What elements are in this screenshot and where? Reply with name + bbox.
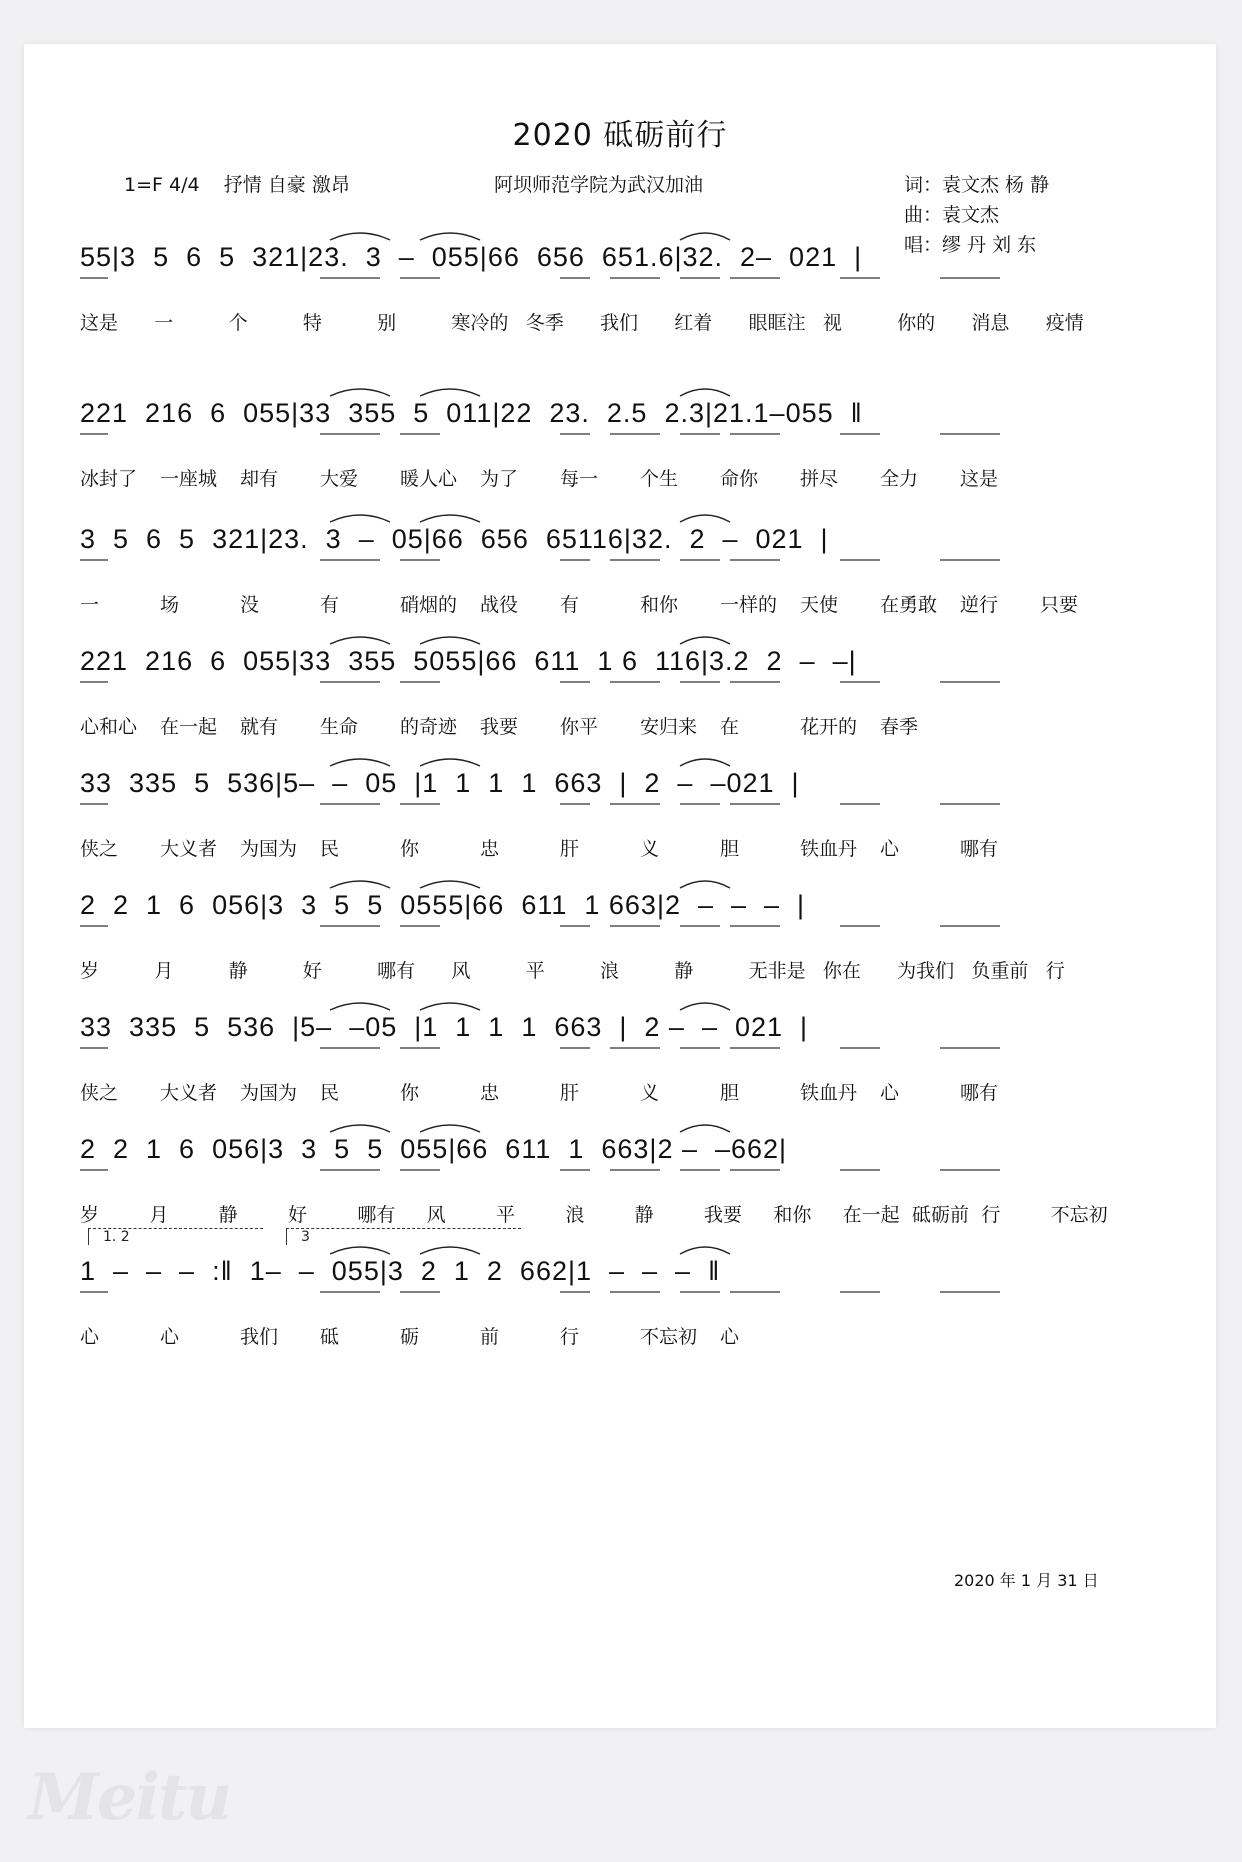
slur-mark <box>330 1125 390 1132</box>
score-system <box>80 768 1160 864</box>
lyric-line <box>80 956 1160 986</box>
lyric-word: 为了 <box>480 468 519 490</box>
lyric-word: 你 <box>400 1082 420 1104</box>
lyric-word: 却有 <box>240 468 279 490</box>
lyric-word: 心 <box>80 1326 100 1348</box>
slur-mark <box>680 1247 730 1254</box>
key-meter: 1=F 4/4 <box>124 174 200 196</box>
lyric-line <box>80 712 1160 742</box>
score-system <box>80 890 1160 986</box>
lyric-word: 每一 <box>560 468 599 490</box>
lyric-word: 行 <box>560 1326 580 1348</box>
lyric-word: 前 <box>480 1326 500 1348</box>
lyric-word: 寒冷的 <box>451 312 509 334</box>
lyric-line <box>80 834 1160 864</box>
lyric-word: 无非是 <box>748 960 806 982</box>
lyric-word: 天使 <box>800 594 839 616</box>
lyric-word: 全力 <box>880 468 919 490</box>
lyric-word: 不忘初 <box>640 1326 698 1348</box>
score-sheet <box>24 44 1216 1728</box>
lyric-word: 平 <box>496 1204 516 1226</box>
lyric-word: 哪有 <box>960 838 999 860</box>
lyric-word: 拼尽 <box>800 468 839 490</box>
lyric-word: 负重前 <box>971 960 1029 982</box>
slur-mark <box>330 881 390 888</box>
lyric-word: 冰封了 <box>80 468 138 490</box>
slur-mark <box>420 1125 480 1132</box>
notation-line: 2 2 1 6 056|3 3 5 5 055|66 611 1 663|2 – –662| <box>80 1134 788 1164</box>
lyric-word: 浪 <box>565 1204 585 1226</box>
lyric-word: 砥 <box>320 1326 340 1348</box>
lyric-word: 你的 <box>897 312 936 334</box>
lyric-word: 铁血丹 <box>800 838 858 860</box>
lyric-word: 你 <box>400 838 420 860</box>
lyric-word: 这是 <box>960 468 999 490</box>
slur-mark <box>330 637 390 644</box>
lyric-word: 你在 <box>822 960 861 982</box>
lyric-word: 哪有 <box>377 960 416 982</box>
lyric-word: 花开的 <box>800 716 858 738</box>
lyric-word: 忠 <box>480 838 500 860</box>
lyric-word: 砺 <box>400 1326 420 1348</box>
lyric-word: 哪有 <box>960 1082 999 1104</box>
lyric-word: 静 <box>674 960 694 982</box>
dedication: 阿坝师范学院为武汉加油 <box>494 174 704 196</box>
mood-marking: 抒情 自豪 激昂 <box>223 174 350 196</box>
lyric-word: 逆行 <box>960 594 999 616</box>
slur-mark <box>420 637 480 644</box>
lyric-word: 心 <box>880 838 900 860</box>
lyric-word: 月 <box>154 960 174 982</box>
lyric-word: 和你 <box>640 594 679 616</box>
notation-line: 2 2 1 6 056|3 3 5 5 0555|66 611 1 663|2 – – – | <box>80 890 806 920</box>
lyric-word: 我们 <box>240 1326 279 1348</box>
lyric-line <box>80 1078 1160 1108</box>
lyric-word: 春季 <box>880 716 919 738</box>
lyric-word: 侠之 <box>80 1082 119 1104</box>
slur-mark <box>330 233 390 240</box>
notation-line: 221 216 6 055|33 355 5055|66 611 1 6 116|3.2 2 – –| <box>80 646 857 676</box>
lyric-word: 眼眶注 <box>748 312 806 334</box>
lyric-word: 义 <box>640 838 660 860</box>
slur-mark <box>680 1125 730 1132</box>
second-ending-label: 3 <box>286 1228 521 1245</box>
slur-mark <box>330 759 390 766</box>
lyric-line <box>80 464 1160 494</box>
lyric-word: 消息 <box>971 312 1010 334</box>
slur-mark <box>420 1247 480 1254</box>
lyric-word: 硝烟的 <box>400 594 458 616</box>
lyric-word: 行 <box>981 1204 1001 1226</box>
slur-mark <box>680 759 730 766</box>
lyric-word: 为我们 <box>897 960 955 982</box>
lyric-word: 在一起 <box>842 1204 900 1226</box>
date-stamp: 2020 年 1 月 31 日 <box>954 1571 1099 1590</box>
lyric-word: 只要 <box>1040 594 1079 616</box>
composer-credit: 曲：袁文杰 <box>904 204 1000 226</box>
slur-mark <box>680 881 730 888</box>
slur-mark <box>680 389 730 396</box>
slur-mark <box>330 1247 390 1254</box>
lyric-word: 铁血丹 <box>800 1082 858 1104</box>
lyric-word: 特 <box>302 312 322 334</box>
lyric-word: 生命 <box>320 716 359 738</box>
lyric-word: 一 <box>154 312 174 334</box>
lyric-word: 我要 <box>480 716 519 738</box>
lyric-line <box>80 1200 1160 1230</box>
score-system <box>80 1134 1160 1230</box>
lyric-word: 没 <box>240 594 260 616</box>
lyric-word: 你平 <box>560 716 599 738</box>
lyric-word: 义 <box>640 1082 660 1104</box>
singer-credit: 唱：缪 丹 刘 东 <box>904 234 1037 256</box>
lyric-word: 心 <box>880 1082 900 1104</box>
lyric-word: 行 <box>1045 960 1065 982</box>
score-system <box>80 1229 1160 1352</box>
lyric-line <box>80 1322 1160 1352</box>
score-system <box>80 524 1160 620</box>
meitu-watermark: Meitu <box>28 1760 230 1835</box>
lyric-word: 忠 <box>480 1082 500 1104</box>
lyric-word: 好 <box>302 960 322 982</box>
lyric-word: 在勇敢 <box>880 594 938 616</box>
lyric-word: 我要 <box>704 1204 743 1226</box>
lyric-line <box>80 308 1160 338</box>
lyric-word: 我们 <box>600 312 639 334</box>
lyric-word: 好 <box>288 1204 308 1226</box>
slur-mark <box>330 1003 390 1010</box>
lyric-word: 在一起 <box>160 716 218 738</box>
lyric-word: 心 <box>720 1326 740 1348</box>
slur-mark <box>420 389 480 396</box>
lyric-word: 哪有 <box>357 1204 396 1226</box>
lyric-word: 月 <box>149 1204 169 1226</box>
lyric-word: 岁 <box>80 960 100 982</box>
lyric-word: 一样的 <box>720 594 778 616</box>
lyric-word: 暖人心 <box>400 468 458 490</box>
lyric-word: 视 <box>822 312 842 334</box>
score-system <box>80 398 1160 494</box>
lyric-line <box>80 590 1160 620</box>
lyric-word: 为国为 <box>240 838 298 860</box>
lyric-word: 肝 <box>560 838 580 860</box>
slur-mark <box>330 515 390 522</box>
lyric-word: 个 <box>228 312 248 334</box>
notation-line: 1 – – – :‖ 1– – 055|3 2 1 2 662|1 – – – ‖ <box>80 1256 721 1286</box>
notation-line: 33 335 5 536 |5– –05 |1 1 1 1 663 | 2 – – 021 | <box>80 1012 809 1042</box>
slur-mark <box>680 515 730 522</box>
lyric-word: 浪 <box>600 960 620 982</box>
lyric-word: 心 <box>160 1326 180 1348</box>
lyric-word: 大义者 <box>160 1082 218 1104</box>
lyric-word: 有 <box>560 594 580 616</box>
lyric-word: 不忘初 <box>1050 1204 1108 1226</box>
notation-line: 55|3 5 6 5 321|23. 3 – 055|66 656 651.6|32. 2– 021 | <box>80 242 863 272</box>
slur-mark <box>420 881 480 888</box>
lyric-word: 在 <box>720 716 740 738</box>
lyric-word: 静 <box>634 1204 654 1226</box>
lyric-word: 砥砺前 <box>912 1204 970 1226</box>
slur-mark <box>680 233 730 240</box>
lyric-word: 岁 <box>80 1204 100 1226</box>
lyric-word: 的奇迹 <box>400 716 458 738</box>
lyric-word: 战役 <box>480 594 519 616</box>
lyric-word: 冬季 <box>525 312 564 334</box>
lyric-word: 侠之 <box>80 838 119 860</box>
lyric-word: 民 <box>320 838 340 860</box>
lyric-word: 就有 <box>240 716 279 738</box>
volta-brackets <box>80 1228 980 1248</box>
lyric-word: 一 <box>80 594 100 616</box>
lyric-word: 有 <box>320 594 340 616</box>
slur-mark <box>680 637 730 644</box>
key-and-mood <box>124 170 350 197</box>
lyric-word: 为国为 <box>240 1082 298 1104</box>
lyric-word: 和你 <box>773 1204 812 1226</box>
score-system <box>80 646 1160 742</box>
lyricist-credit: 词：袁文杰 杨 静 <box>904 174 1050 196</box>
lyric-word: 场 <box>160 594 180 616</box>
lyric-word: 个生 <box>640 468 679 490</box>
lyric-word: 红着 <box>674 312 713 334</box>
lyric-word: 风 <box>426 1204 446 1226</box>
lyric-word: 一座城 <box>160 468 218 490</box>
song-title: 2020 砥砺前行 <box>512 118 728 153</box>
slur-mark <box>420 1003 480 1010</box>
lyric-word: 平 <box>525 960 545 982</box>
lyric-word: 疫情 <box>1045 312 1084 334</box>
lyric-word: 肝 <box>560 1082 580 1104</box>
lyric-word: 心和心 <box>80 716 138 738</box>
first-ending-label: 1. 2 <box>88 1228 263 1245</box>
lyric-word: 大爱 <box>320 468 359 490</box>
lyric-word: 静 <box>218 1204 238 1226</box>
slur-mark <box>420 515 480 522</box>
lyric-word: 别 <box>377 312 397 334</box>
lyric-word: 胆 <box>720 838 740 860</box>
lyric-word: 风 <box>451 960 471 982</box>
lyric-word: 民 <box>320 1082 340 1104</box>
score-system <box>80 242 1160 338</box>
slur-mark <box>420 233 480 240</box>
lyric-word: 这是 <box>80 312 119 334</box>
notation-line: 33 335 5 536|5– – 05 |1 1 1 1 663 | 2 – –021 | <box>80 768 800 798</box>
notation-line: 3 5 6 5 321|23. 3 – 05|66 656 65116|32. 2 – 021 | <box>80 524 829 554</box>
score-system <box>80 1012 1160 1108</box>
slur-mark <box>420 759 480 766</box>
lyric-word: 静 <box>228 960 248 982</box>
lyric-word: 胆 <box>720 1082 740 1104</box>
lyric-word: 安归来 <box>640 716 698 738</box>
slur-mark <box>680 1003 730 1010</box>
lyric-word: 大义者 <box>160 838 218 860</box>
slur-mark <box>330 389 390 396</box>
lyric-word: 命你 <box>720 468 759 490</box>
notation-line: 221 216 6 055|33 355 5 011|22 23. 2.5 2.3|21.1–055 ‖ <box>80 398 863 428</box>
